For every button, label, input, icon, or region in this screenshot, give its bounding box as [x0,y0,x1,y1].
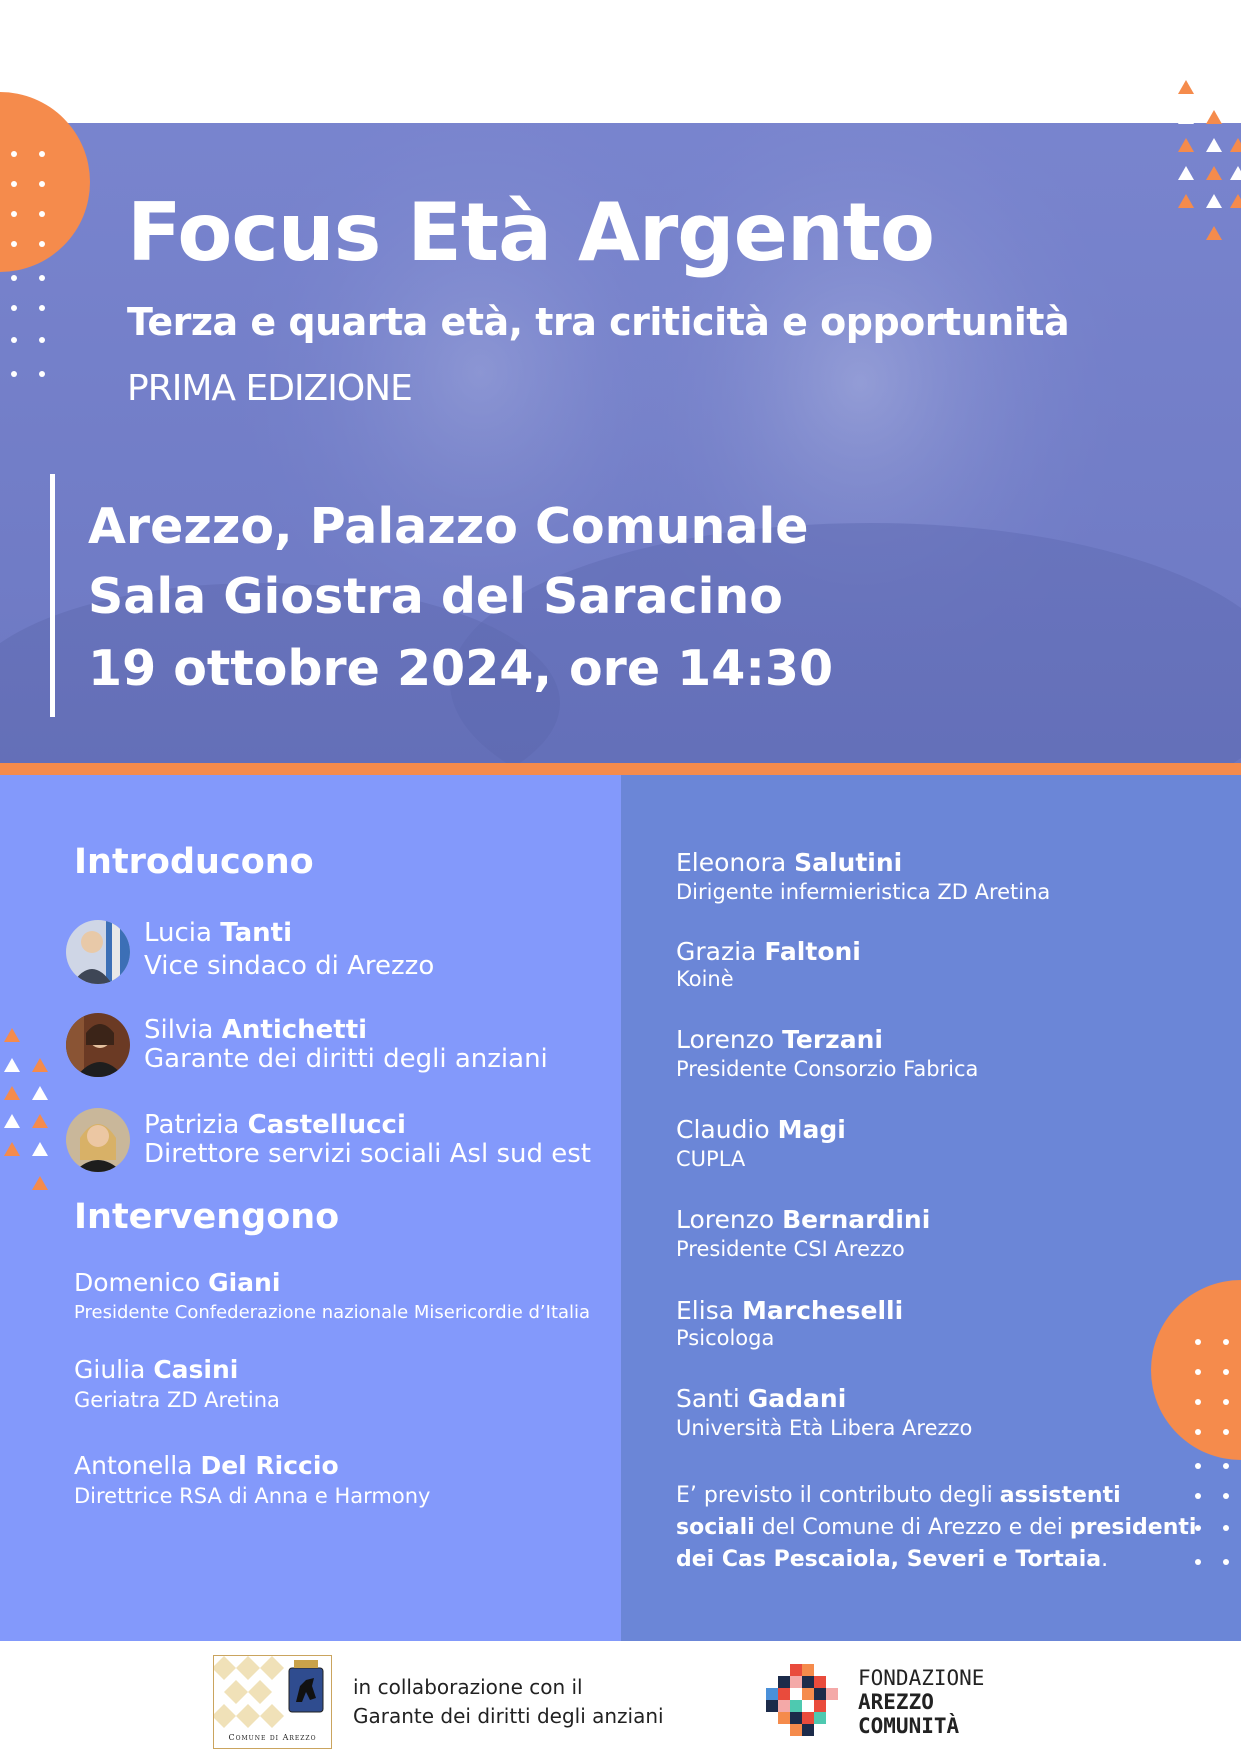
speaker-role: Koinè [676,967,734,991]
orange-divider [0,763,1241,775]
fondazione-logo-icon [766,1664,838,1736]
accent-bar [50,474,55,717]
speaker-role: Presidente Consorzio Fabrica [676,1057,979,1081]
speaker-name: Antonella Del Riccio [74,1451,339,1480]
speaker-role: Psicologa [676,1326,775,1350]
fondazione-line-1: FONDAZIONE [858,1666,985,1690]
speaker-name: Claudio Magi [676,1115,846,1144]
speaker-name: Patrizia Castellucci [144,1110,406,1140]
speaker-role: Presidente Confederazione nazionale Misericordie d’Italia [74,1302,591,1323]
speaker-name: Eleonora Salutini [676,848,903,877]
speaker-name: Grazia Faltoni [676,937,861,966]
location-line-1: Arezzo, Palazzo Comunale [88,498,809,555]
intervengono-heading: Intervengono [74,1197,340,1237]
edition-label: PRIMA EDIZIONE [127,368,412,409]
speaker-name: Lucia Tanti [144,918,293,948]
speaker-role: Geriatra ZD Aretina [74,1388,280,1412]
location-line-2: Sala Giostra del Saracino [88,568,783,625]
speaker-name: Giulia Casini [74,1355,239,1384]
speaker-name: Silvia Antichetti [144,1015,368,1045]
speaker-role: CUPLA [676,1147,746,1171]
speaker-name: Lorenzo Bernardini [676,1205,931,1234]
comune-di-arezzo-logo [213,1655,332,1749]
speaker-role: Direttrice RSA di Anna e Harmony [74,1484,431,1508]
collab-line-2: Garante dei diritti degli anziani [353,1704,664,1728]
event-datetime: 19 ottobre 2024, ore 14:30 [88,640,834,697]
event-subtitle: Terza e quarta età, tra criticità e opportunità [127,300,1070,344]
speaker-role: Garante dei diritti degli anziani [144,1044,548,1074]
fondazione-line-3: COMUNITÀ [858,1714,960,1738]
avatar-silvia-antichetti [66,1013,130,1077]
speaker-role: Università Età Libera Arezzo [676,1416,973,1440]
avatar-patrizia-castellucci [66,1108,130,1172]
decor-circle-dots-top [0,92,90,382]
decor-triangles-top [1170,80,1241,250]
collab-line-1: in collaborazione con il [353,1675,583,1699]
introducono-heading: Introducono [74,842,314,882]
fondazione-line-2: AREZZO [858,1690,934,1714]
event-title: Focus Età Argento [127,186,934,279]
speaker-role: Presidente CSI Arezzo [676,1237,905,1261]
speaker-name: Domenico Giani [74,1268,281,1297]
speaker-name: Lorenzo Terzani [676,1025,883,1054]
speaker-name: Elisa Marcheselli [676,1296,904,1325]
decor-triangles-left [0,1028,54,1198]
speaker-role: Dirigente infermieristica ZD Aretina [676,880,1051,904]
speaker-role: Direttore servizi sociali Asl sud est [144,1139,591,1169]
comune-label: Comune di Arezzo [228,1733,317,1742]
avatar-lucia-tanti [66,920,130,984]
speaker-role: Vice sindaco di Arezzo [144,951,435,981]
speaker-name: Santi Gadani [676,1384,847,1413]
note-paragraph: E’ previsto il contributo degli assistenti sociali del Comune di Arezzo e dei presidenti dei Cas Pescaiola, Severi e Tortaia. [676,1483,1197,1572]
